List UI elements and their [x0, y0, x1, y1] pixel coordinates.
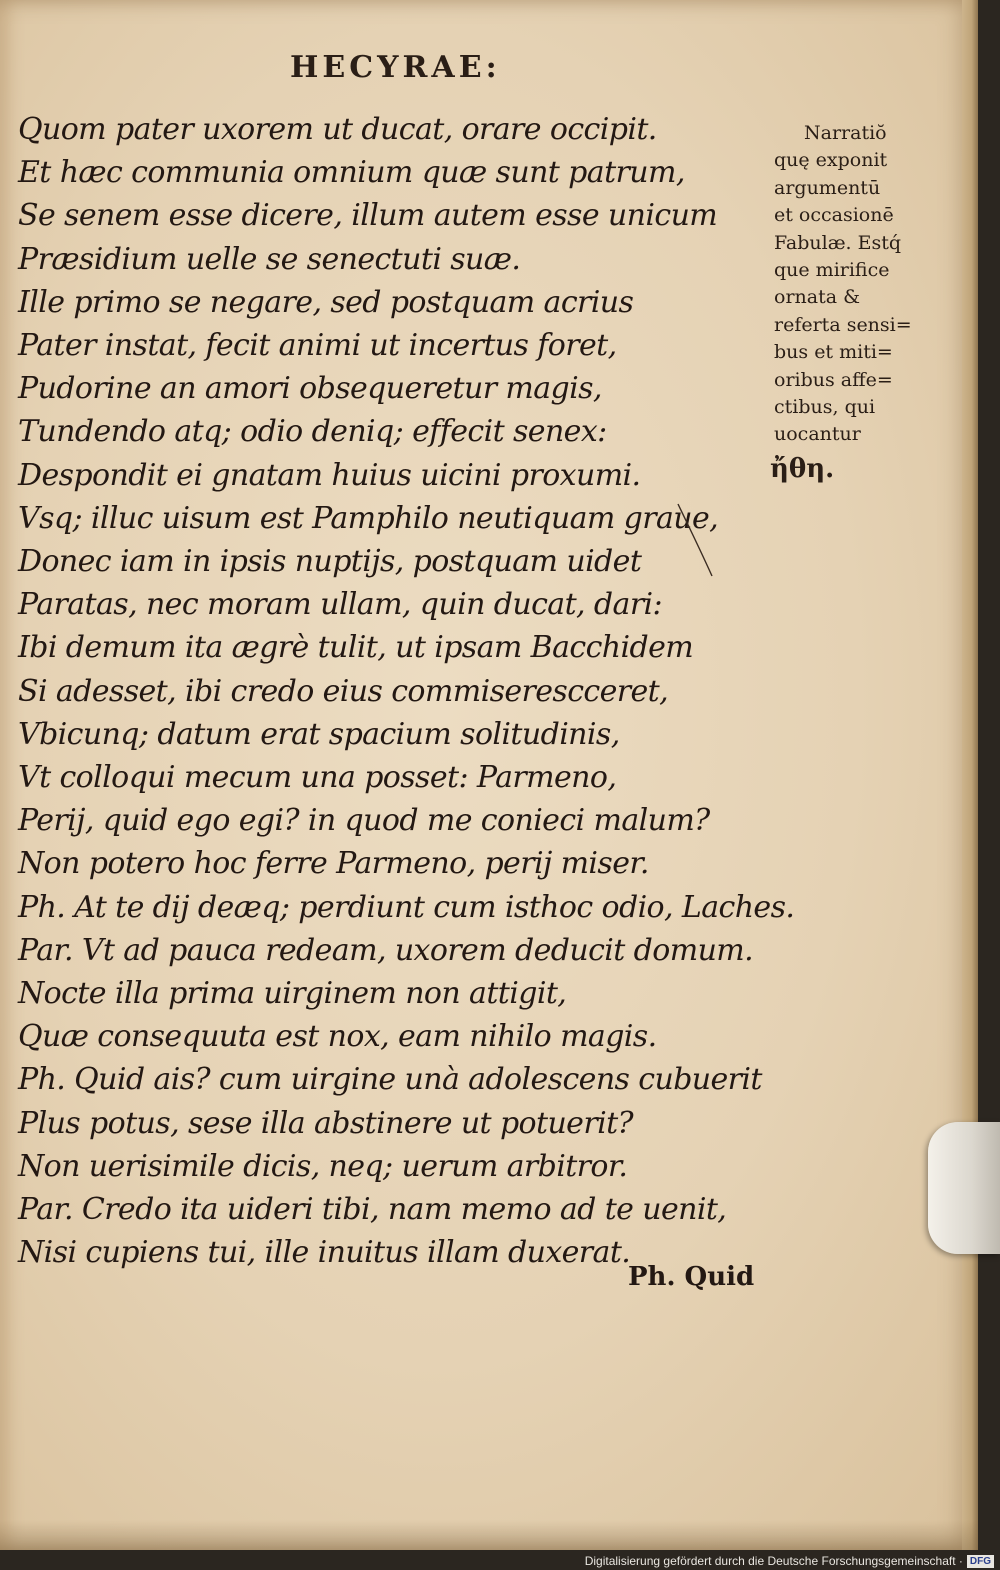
marginal-note-line: que mirifice — [774, 259, 890, 282]
verse-line: Nocte illa prima uirginem non attigit, — [18, 976, 567, 1012]
verse-line: Nisi cupiens tui, ille inuitus illam duxerat. — [18, 1235, 631, 1271]
verse-line: Quæ consequuta est nox, eam nihilo magis. — [18, 1019, 657, 1055]
marginal-note — [774, 120, 934, 449]
page-fore-edge — [962, 0, 978, 1550]
marginal-note-line: referta sensi= — [774, 313, 912, 336]
verse-line: Ibi demum ita ægrè tulit, ut ipsam Bacchidem — [18, 630, 694, 666]
marginal-note-line: quę exponit — [774, 149, 888, 172]
verse-line: Non uerisimile dicis, neq; uerum arbitror. — [18, 1148, 628, 1184]
verse-line: Præsidium uelle se senectuti suæ. — [18, 241, 521, 277]
verse-line: Par. Vt ad pauca redeam, uxorem deducit domum. — [18, 932, 754, 968]
pen-mark — [676, 500, 716, 580]
marginal-note-line: argumentū — [774, 176, 881, 199]
marginal-note-line: uocantur — [774, 423, 861, 446]
verse-text-block — [18, 108, 794, 1274]
digitization-credit — [585, 1554, 994, 1568]
verse-line: Perij, quid ego egi? in quod me conieci malum? — [18, 803, 710, 839]
marginal-note-line: ctibus, qui — [774, 396, 876, 419]
verse-line: Pater instat, fecit animi ut incertus foret, — [18, 328, 617, 364]
verse-line: Si adesset, ibi credo eius commiserescceret, — [18, 673, 669, 709]
verse-line: Par. Credo ita uideri tibi, nam memo ad te uenit, — [18, 1192, 727, 1228]
verse-line: Se senem esse dicere, illum autem esse unicum — [18, 198, 718, 234]
verse-line: Plus potus, sese illa abstinere ut potuerit? — [18, 1105, 634, 1141]
marginal-note-line: bus et miti= — [774, 341, 893, 364]
verse-line: Pudorine an amori obsequeretur magis, — [18, 371, 602, 407]
marginal-note-line: et occasionē — [774, 204, 894, 227]
verse-line: Quom pater uxorem ut ducat, orare occipit. — [18, 112, 657, 147]
verse-line: Ph. Quid ais? cum uirgine unà adolescens cubuerit — [18, 1062, 762, 1098]
marginal-note-line: oribus affe= — [774, 368, 893, 391]
page-bottom-shadow — [0, 1520, 978, 1550]
dfg-logo: DFG — [967, 1555, 994, 1568]
verse-line: Non potero hoc ferre Parmeno, perij miser. — [18, 846, 649, 882]
verse-line: Tundendo atq; odio deniq; effecit senex: — [18, 414, 607, 450]
verse-line: Vt colloqui mecum una posset: Parmeno, — [18, 760, 617, 796]
clip-tab — [928, 1122, 1000, 1254]
verse-line: Paratas, nec moram ullam, quin ducat, dari: — [18, 587, 663, 623]
verse-line: Ille primo se negare, sed postquam acrius — [18, 284, 634, 320]
verse-line: Et hæc communia omnium quæ sunt patrum, — [18, 155, 685, 191]
marginal-note-line: ornata & — [774, 286, 861, 309]
verse-line: Vbicunq; datum erat spacium solitudinis, — [18, 716, 620, 752]
catchword: Ph. Quid — [628, 1262, 755, 1292]
credit-text: Digitalisierung gefördert durch die Deutsche Forschungsgemeinschaft · — [584, 1554, 963, 1568]
verse-line: Donec iam in ipsis nuptijs, postquam uidet — [18, 544, 642, 580]
marginal-greek-word: ἤθη. — [770, 454, 835, 484]
marginal-note-line: Fabulæ. Estq́ — [774, 231, 902, 254]
verse-line: Ph. At te dij deæq; perdiunt cum isthoc odio, Laches. — [18, 889, 795, 925]
verse-line: Vsq; illuc uisum est Pamphilo neutiquam graue, — [18, 500, 719, 536]
verse-line: Despondit ei gnatam huius uicini proxumi. — [18, 457, 641, 493]
marginal-note-line: Narratiŏ — [804, 122, 887, 144]
running-head: HECYRAE: — [290, 50, 501, 85]
